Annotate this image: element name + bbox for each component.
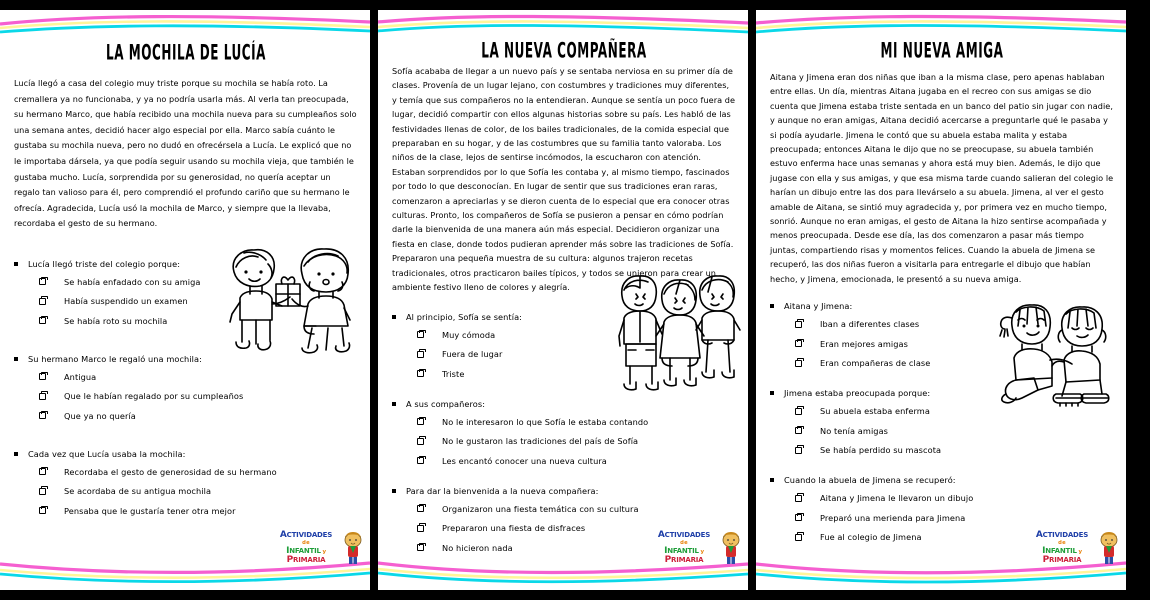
story-body: Lucía llegó a casa del colegio muy triste porque su mochila se había roto. La cremallera ya no funcionaba, y ya no podría usarla más. Al verla tan preocupada, su hermano Marco, que había recibido una mochila nueva para su cumpleaños solo una semana antes, decidió hacer algo especial por ella. Marco sabía cuánto le gustaba su mochila nueva, pero no dudó en ofrecérsela a Lucía. Le explicó que no le importaba dársela, ya que podía seguir usando su mochila vieja, que también le gustaba mucho. Lucía, sorprendida por su generosidad, no quería aceptar un regalo tan valioso para él, pero comprendió el profundo cariño que su hermano le ofrecía. Agradecida, Lucía usó la mochila de Marco, y siempre que la llevaba, recordaba el gesto de su hermano. xyxy=(14,78,357,229)
page-gap xyxy=(370,0,378,600)
question-block xyxy=(392,398,736,468)
checkbox-icon[interactable] xyxy=(417,505,424,512)
checkbox-icon[interactable] xyxy=(417,370,424,377)
question-block xyxy=(14,353,358,423)
option-row[interactable]: Eran compañeras de clase xyxy=(795,357,1114,370)
option-row[interactable]: Aitana y Jimena le llevaron un dibujo xyxy=(795,492,1114,505)
sheet-content xyxy=(14,36,358,560)
story-body: Aitana y Jimena eran dos niñas que iban a la misma clase, pero apenas hablaban entre ellas. Un día, mientras Aitana jugaba en el recreo con sus amigas se dio cuenta que Jimena estaba triste sentada en un banco del patio sin jugar con nadie, y aunque no eran amigas, Aitana decidió acercarse a preguntarle qué le pasaba y si podía ayudarle. Jimena le contó que su abuela estaba malita y estaba preocupada; entonces Aitana le dijo que no se preocupase, su abuela también estuvo enferma hace unas semanas y ahora está muy bien. Además, le dijo que jugase con ella y sus amigas, y que esa misma tarde cuando salieran del colegio le harían un dibujo entre las dos para llevárselo a su abuela. Jimena, al ver el gesto amable de Aitana, se sintió muy agradecida y, por primera vez en mucho tiempo, sonrió. Aunque no eran amigas, el gesto de Aitana la hizo sentirse acompañada y menos preocupada. Desde ese día, las dos comenzaron a pasar más tiempo juntas, compartiendo risas y momentos felices. Cuando la abuela de Jimena se recuperó, las dos niñas fueron a visitarla para entregarle el dibujo que habían hecho, y Jimena, emocionada, le presentó a su nueva amiga. xyxy=(770,72,1114,284)
question-prompt: A sus compañeros: xyxy=(392,398,736,411)
checkbox-icon[interactable] xyxy=(39,507,46,514)
option-row[interactable]: Había suspendido un examen xyxy=(39,295,358,308)
checkbox-icon[interactable] xyxy=(417,457,424,464)
question-prompt: Lucía llegó triste del colegio porque: xyxy=(14,258,358,271)
option-row[interactable]: No le gustaron las tradiciones del país de Sofía xyxy=(417,435,736,448)
option-row[interactable]: Se acordaba de su antigua mochila xyxy=(39,485,358,498)
logo-line-actividades: ACTIVIDADES xyxy=(279,530,333,541)
checkbox-icon[interactable] xyxy=(39,412,46,419)
bullet-icon xyxy=(770,478,774,482)
option-row[interactable]: Triste xyxy=(417,368,736,381)
page-title: MI NUEVA AMIGA xyxy=(880,40,1004,64)
option-row[interactable]: Que ya no quería xyxy=(39,410,358,423)
option-row[interactable]: Fue al colegio de Jimena xyxy=(795,531,1114,544)
checkbox-icon[interactable] xyxy=(39,468,46,475)
question-prompt: Su hermano Marco le regaló una mochila: xyxy=(14,353,358,366)
checkbox-icon[interactable] xyxy=(417,438,424,445)
question-prompt: Al principio, Sofía se sentía: xyxy=(392,311,736,324)
checkbox-icon[interactable] xyxy=(795,321,802,328)
bullet-icon xyxy=(392,489,396,493)
option-row[interactable]: Eran mejores amigas xyxy=(795,338,1114,351)
option-list xyxy=(417,416,736,468)
option-row[interactable]: Se había roto su mochila xyxy=(39,315,358,328)
checkbox-icon[interactable] xyxy=(795,447,802,454)
option-row[interactable]: Organizaron una fiesta temática con su cultura xyxy=(417,503,736,516)
story-body: Sofía acababa de llegar a un nuevo país y se sentaba nerviosa en su primer día de clases. Provenía de un lugar lejano, con costumbres y tradiciones muy diferentes, y temía que sus compañeros no la entendieran. Aunque se sentía un poco fuera de lugar, decidió compartir con ellos algunas historias sobre su país. Les habló de las festividades llenas de color, de los bailes tradicionales, de la comida especial que preparaban en su hogar, y de las costumbres que su familia tanto valoraba. Los niños de la clase, lejos de sentirse incómodos, la escucharon con atención. Estaban sorprendidos por lo que Sofía les contaba y, al mismo tiempo, fascinados por todo lo que desconocían. En lugar de sentir que sus tradiciones eran raras, comenzaron a apreciarlas y se dieron cuenta de lo especial que era conocer otras culturas. Pronto, los compañeros de Sofía se pusieron a pensar en cómo podrían darle la bienvenida de una manera aún más especial. Decidieron organizar una fiesta en clase, donde todos pudieran aprender más sobre las tradiciones de Sofía. Prepararon una pequeña muestra de su cultura: algunos trajeron recetas tradicionales, otros practicaron bailes típicos, y todos se unieron para crear un ambiente festivo lleno de colores y alegría. xyxy=(392,66,736,293)
question-list xyxy=(14,258,358,518)
worksheet-page-2 xyxy=(378,10,748,590)
logo-line-actividades: ACTIVIDADES xyxy=(1035,530,1089,541)
option-row[interactable]: Fuera de lugar xyxy=(417,348,736,361)
option-row[interactable]: Muy cómoda xyxy=(417,329,736,342)
page-gap xyxy=(748,0,756,600)
option-row[interactable]: Les encantó conocer una nueva cultura xyxy=(417,455,736,468)
option-row[interactable]: No tenía amigas xyxy=(795,425,1114,438)
worksheet-page-1 xyxy=(0,10,370,590)
checkbox-icon[interactable] xyxy=(39,393,46,400)
logo-line-actividades: ACTIVIDADES xyxy=(657,530,711,541)
question-block xyxy=(770,474,1114,544)
checkbox-icon[interactable] xyxy=(417,544,424,551)
checkbox-icon[interactable] xyxy=(417,525,424,532)
checkbox-icon[interactable] xyxy=(39,488,46,495)
option-row[interactable]: Pensaba que le gustaría tener otra mejor xyxy=(39,505,358,518)
question-prompt: Aitana y Jimena: xyxy=(770,300,1114,313)
page-title: LA MOCHILA DE LUCÍA xyxy=(106,42,266,66)
bullet-icon xyxy=(14,262,18,266)
question-prompt: Jimena estaba preocupada porque: xyxy=(770,387,1114,400)
checkbox-icon[interactable] xyxy=(417,418,424,425)
checkbox-icon[interactable] xyxy=(795,427,802,434)
page-title: LA NUEVA COMPAÑERA xyxy=(481,40,647,64)
question-block xyxy=(14,448,358,518)
option-row[interactable]: Se había perdido su mascota xyxy=(795,444,1114,457)
worksheet-page-3 xyxy=(756,10,1126,590)
bullet-icon xyxy=(770,304,774,308)
checkbox-icon[interactable] xyxy=(417,351,424,358)
option-list xyxy=(39,466,358,518)
question-block xyxy=(770,300,1114,370)
option-list xyxy=(795,405,1114,457)
option-row[interactable]: Preparó una merienda para Jimena xyxy=(795,512,1114,525)
logo-line-infantil-primaria: INFANTIL y PRIMARIA xyxy=(1042,545,1082,565)
option-list xyxy=(39,371,358,423)
bullet-icon xyxy=(392,315,396,319)
logo-line-de: de xyxy=(302,539,310,546)
question-prompt: Para dar la bienvenida a la nueva compañera: xyxy=(392,485,736,498)
logo-line-infantil-primaria: INFANTIL y PRIMARIA xyxy=(664,545,704,565)
option-row[interactable]: Iban a diferentes clases xyxy=(795,318,1114,331)
option-row[interactable]: Prepararon una fiesta de disfraces xyxy=(417,522,736,535)
question-list xyxy=(392,311,736,555)
question-block xyxy=(14,258,358,328)
question-block xyxy=(392,485,736,555)
checkbox-icon[interactable] xyxy=(39,298,46,305)
option-row[interactable]: Que le habían regalado por su cumpleaños xyxy=(39,390,358,403)
option-list xyxy=(417,503,736,555)
checkbox-icon[interactable] xyxy=(39,317,46,324)
bullet-icon xyxy=(770,391,774,395)
bullet-icon xyxy=(14,452,18,456)
question-block xyxy=(770,387,1114,457)
checkbox-icon[interactable] xyxy=(795,360,802,367)
sheet-content xyxy=(392,36,736,560)
checkbox-icon[interactable] xyxy=(417,331,424,338)
checkbox-icon[interactable] xyxy=(795,408,802,415)
checkbox-icon[interactable] xyxy=(795,495,802,502)
question-list xyxy=(770,300,1114,544)
sheet-content xyxy=(770,36,1114,560)
option-row[interactable]: No hicieron nada xyxy=(417,542,736,555)
checkbox-icon[interactable] xyxy=(795,534,802,541)
question-prompt: Cada vez que Lucía usaba la mochila: xyxy=(14,448,358,461)
checkbox-icon[interactable] xyxy=(795,340,802,347)
option-row[interactable]: Antigua xyxy=(39,371,358,384)
checkbox-icon[interactable] xyxy=(39,373,46,380)
question-prompt: Cuando la abuela de Jimena se recuperó: xyxy=(770,474,1114,487)
checkbox-icon[interactable] xyxy=(795,514,802,521)
bullet-icon xyxy=(392,402,396,406)
option-row[interactable]: Su abuela estaba enferma xyxy=(795,405,1114,418)
option-list xyxy=(795,492,1114,544)
question-block xyxy=(392,311,736,381)
option-list xyxy=(417,329,736,381)
logo-line-de: de xyxy=(1058,539,1066,546)
checkbox-icon[interactable] xyxy=(39,278,46,285)
logo-line-infantil-primaria: INFANTIL y PRIMARIA xyxy=(286,545,326,565)
logo-line-de: de xyxy=(680,539,688,546)
option-list xyxy=(795,318,1114,370)
option-row[interactable]: No le interesaron lo que Sofía le estaba contando xyxy=(417,416,736,429)
option-row[interactable]: Recordaba el gesto de generosidad de su hermano xyxy=(39,466,358,479)
option-row[interactable]: Se había enfadado con su amiga xyxy=(39,276,358,289)
option-list xyxy=(39,276,358,328)
bullet-icon xyxy=(14,357,18,361)
